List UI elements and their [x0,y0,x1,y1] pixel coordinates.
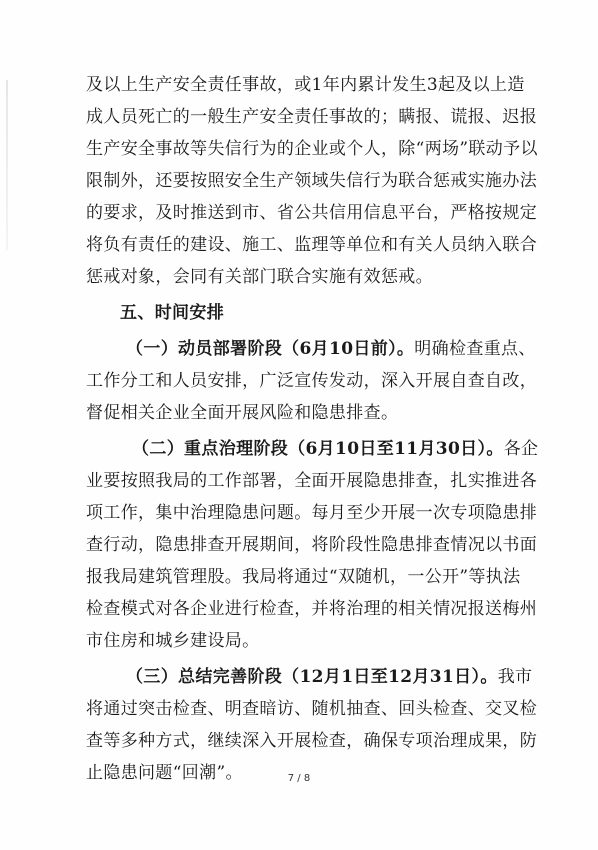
page-number: 7 / 8 [287,773,311,784]
stage-2-title: （二）重点治理阶段（6月10日至11月30日）。 [132,439,504,459]
paragraph-line: 的要求，及时推送到市、省公共信用信息平台，严格按规定 [86,203,538,223]
paragraph-line: 惩戒对象，会同有关部门联合实施有效惩戒。 [86,267,433,287]
scan-edge-mark [6,80,8,250]
paragraph-line: 将通过突击检查、明查暗访、随机抽查、回头检查、交叉检 [86,699,538,719]
paragraph-line: 项工作，集中治理隐患问题。每月至少开展一次专项隐患排 [86,503,538,523]
stage-3-title: （三）总结完善阶段（12月1日至12月31日）。 [126,667,498,687]
paragraph-line: 成人员死亡的一般生产安全责任事故的；瞒报、谎报、迟报 [86,107,538,127]
paragraph-line: 查等多种方式，继续深入开展检查，确保专项治理成果，防 [86,731,538,751]
paragraph-line: 止隐患问题“回潮”。 [86,763,243,783]
stage-1-title: （一）动员部署阶段（6月10日前）。 [126,339,415,359]
paragraph-line: 报我局建筑管理股。我局将通过“双随机，一公开”等执法 [86,567,521,587]
paragraph-line: 检查模式对各企业进行检查，并将治理的相关情况报送梅州 [86,599,538,619]
stage-1-text: 明确检查重点、 [414,339,536,359]
document-body [86,72,539,792]
stage-3-text: 我市 [497,667,533,687]
paragraph-line: 业要按照我局的工作部署，全面开展隐患排查，扎实推进各 [86,471,538,491]
paragraph-line: 查行动，隐患排查开展期间，将阶段性隐患排查情况以书面 [86,535,538,555]
stage-3-first-line [86,664,533,690]
paragraph-line: 工作分工和人员安排，广泛宣传发动，深入开展自查自改， [86,371,538,391]
section-heading: 五、时间安排 [120,303,225,323]
stage-2-first-line [86,436,539,462]
paragraph-line: 限制外，还要按照安全生产领域失信行为联合惩戒实施办法 [86,171,538,191]
paragraph-line: 市住房和城乡建设局。 [86,631,260,651]
paragraph-line: 及以上生产安全责任事故，或1年内累计发生3起及以上造 [86,75,525,95]
paragraph-line: 生产安全事故等失信行为的企业或个人，除“两场”联动予以 [86,139,538,159]
stage-2-text: 各企 [503,439,539,459]
paragraph-line: 将负有责任的建设、施工、监理等单位和有关人员纳入联合 [86,235,538,255]
stage-1-first-line [86,336,536,362]
paragraph-line: 督促相关企业全面开展风险和隐患排查。 [86,403,399,423]
